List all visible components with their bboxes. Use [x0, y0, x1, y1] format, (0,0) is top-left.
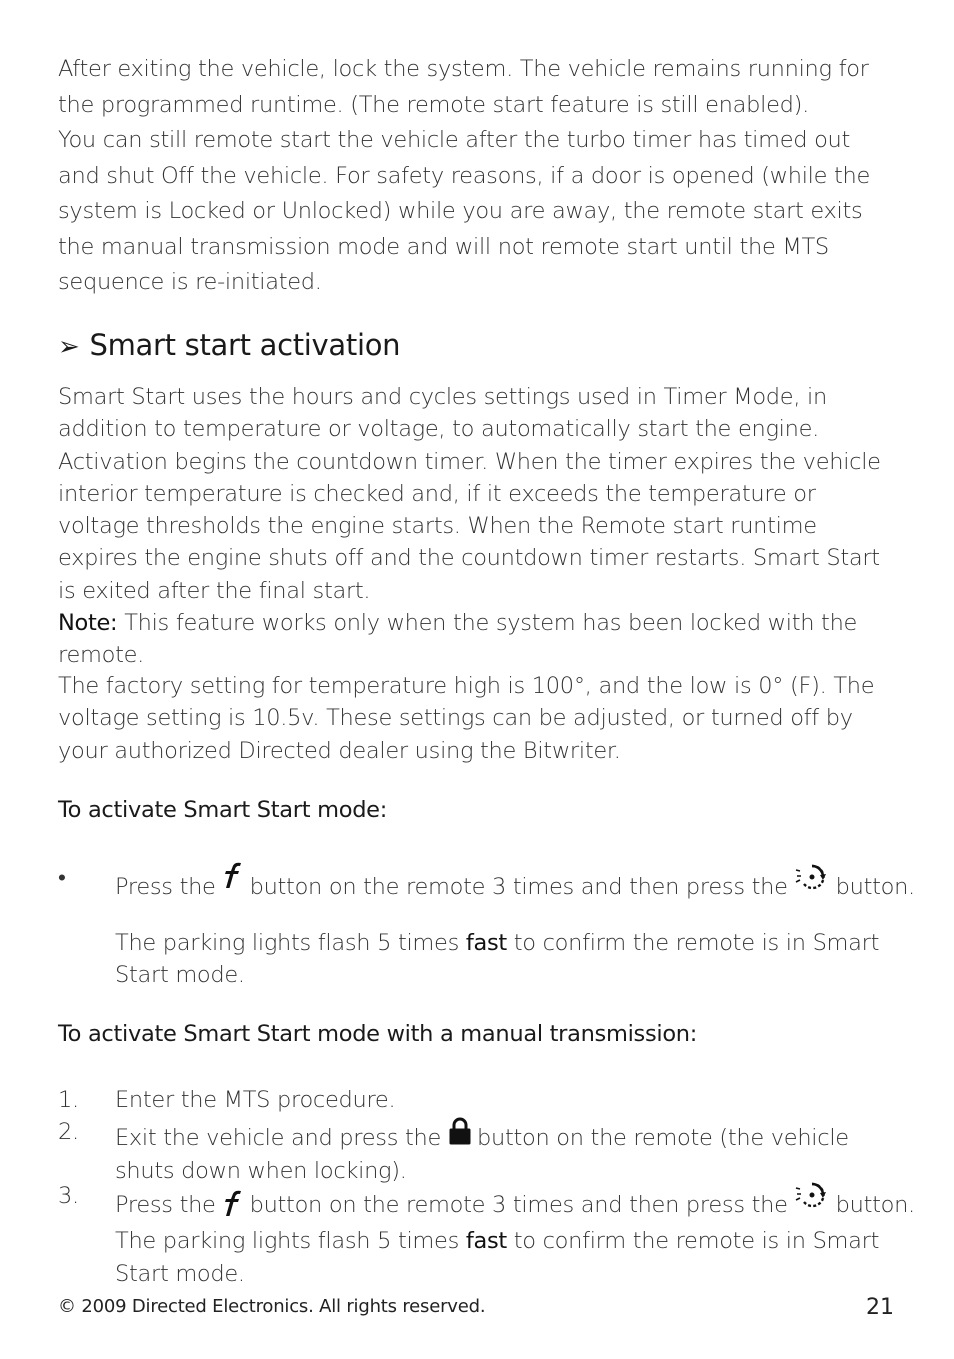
manual-title: To activate Smart Start mode with a manual transmission: [58, 1021, 698, 1047]
intro-section [58, 52, 898, 301]
press-the-text: Press the [115, 874, 216, 900]
step-2-text-a: Exit the vehicle and press the [115, 1125, 442, 1151]
note-text: This feature works only when the system has been locked with the remote. [58, 610, 858, 669]
confirm-text-b: to confirm the remote is in Smart Start mode. [115, 930, 880, 989]
function-f-icon [222, 1190, 244, 1225]
step-3-text-a: Press the [115, 1192, 216, 1218]
bullet-marker: • [58, 865, 66, 891]
copyright-footer: © 2009 Directed Electronics. All rights reserved. [58, 1296, 486, 1317]
step-3-confirm-a: The parking lights flash 5 times [115, 1228, 466, 1255]
note-paragraph [58, 607, 893, 672]
intro-paragraph-2: You can still remote start the vehicle after the turbo timer has timed out and shut Off the vehicle. For safety reasons, if a door is opened (while the system is Locked or Unlocked) while you are away, the remote start exits the manual transmission mode and will not remote start until the MTS sequence is re-initiated. [58, 127, 871, 295]
step-3-confirm-b: to confirm the remote is in Smart Start mode. [115, 1228, 880, 1287]
step-3-text-b: button on the remote 3 times and then press the [249, 1192, 788, 1218]
remote-start-icon [794, 1180, 830, 1219]
confirm-fast: fast [465, 930, 507, 956]
page-number: 21 [866, 1295, 894, 1320]
step-2-number: 2. [58, 1119, 79, 1145]
step-3-confirm-fast: fast [465, 1228, 507, 1255]
section-heading [58, 328, 400, 362]
step-3-number: 3. [58, 1183, 79, 1209]
factory-settings-paragraph [58, 670, 893, 767]
factory-settings-text: The factory setting for temperature high is 100°, and the low is 0° (F). The voltage setting is 10.5v. These settings can be adjusted, or turned off by your authorized Directed dealer using the Bitwriter. [58, 673, 875, 764]
middle-text: button on the remote 3 times and then press the [249, 874, 788, 900]
description-paragraph: Smart Start uses the hours and cycles settings used in Timer Mode, in addition to temperature or voltage, to automatically start the engine. Activation begins the countdown timer. When the timer expires the vehicle interior temperature is checked and, if it exceeds the temperature or voltage thresholds the engine starts. When the Remote start runtime expires the engine shuts off and the countdown timer restarts. Smart Start is exited after the final start. [58, 384, 881, 604]
lock-icon [447, 1116, 473, 1155]
section-heading-text: Smart start activation [89, 328, 401, 362]
function-f-icon [222, 862, 244, 897]
smart-start-description [58, 381, 893, 672]
activate-bullet-item [58, 862, 915, 900]
arrow-bullet-icon: ➢ [58, 332, 80, 362]
remote-start-icon [794, 862, 830, 901]
intro-paragraph-1: After exiting the vehicle, lock the system. The vehicle remains running for the programmed runtime. (The remote start feature is still enabled). [58, 56, 869, 118]
activate-title: To activate Smart Start mode: [58, 797, 388, 823]
confirm-text-a: The parking lights flash 5 times [115, 930, 466, 956]
step-3-text-c: button. [835, 1192, 915, 1218]
step-1-number: 1. [58, 1087, 79, 1113]
end-text: button. [835, 874, 915, 900]
note-label: Note: [58, 610, 118, 637]
step-2-text-b: button on the remote (the vehicle shuts down when locking). [115, 1125, 849, 1185]
step-1-text: Enter the MTS procedure. [115, 1087, 396, 1113]
